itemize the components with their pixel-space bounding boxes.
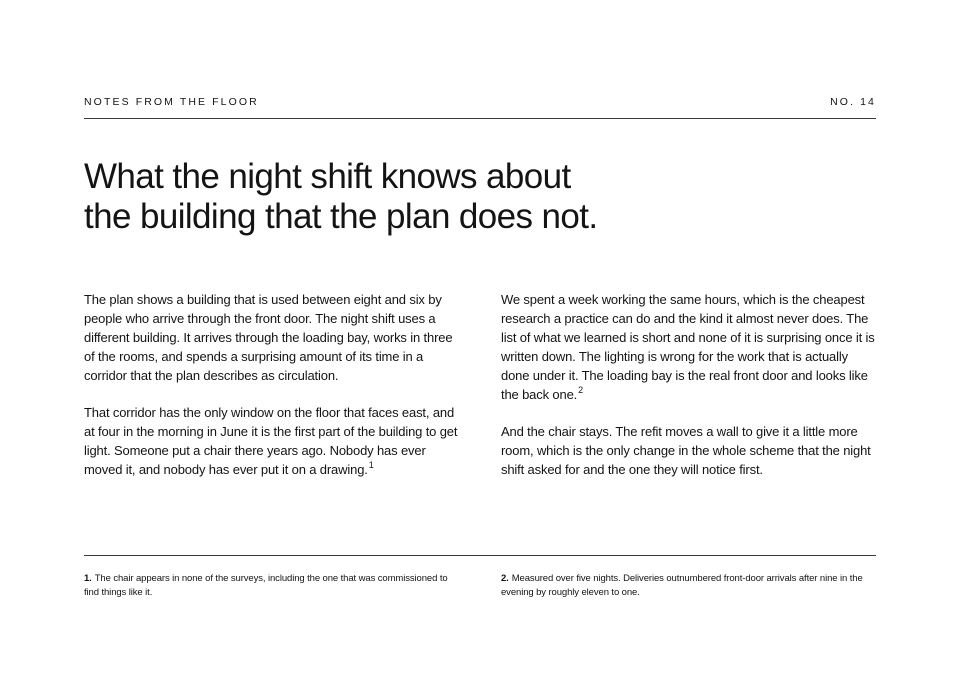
footnote-1: [84, 572, 459, 600]
body-column-right: [501, 290, 877, 497]
page: [84, 0, 876, 675]
footnote-text: Measured over five nights. Deliveries outnumbered front-door arrivals after nine in the evening by roughly eleven to one.: [501, 573, 863, 598]
footnote-number: 2.: [501, 573, 509, 584]
body-paragraph: [501, 290, 877, 404]
body-paragraph: [84, 403, 460, 479]
issue-number: NO. 14: [830, 96, 876, 108]
paragraph-text: That corridor has the only window on the floor that faces east, and at four in the morning in June it is the first part of the building to get light. Someone put a chair there years ago. Nobody has ever moved it, and nobody has ever put it on a drawing.: [84, 405, 458, 477]
footnote-number: 1.: [84, 573, 92, 584]
section-label: NOTES FROM THE FLOOR: [84, 96, 259, 108]
page-title: [84, 157, 724, 237]
footnote-ref[interactable]: 1: [368, 459, 374, 470]
footnote-divider: [84, 555, 876, 556]
footnote-2: [501, 572, 876, 600]
title-line-2: the building that the plan does not.: [84, 197, 598, 236]
paragraph-text: And the chair stays. The refit moves a wall to give it a little more room, which is the only change in the whole scheme that the night shift asked for and the one they will notice first.: [501, 424, 871, 477]
title-line-1: What the night shift knows about: [84, 157, 571, 196]
footnote-text: The chair appears in none of the surveys, including the one that was commissioned to find things like it.: [84, 573, 448, 598]
body-paragraph: [84, 290, 460, 385]
footnote-ref[interactable]: 2: [578, 384, 583, 395]
body-paragraph: [501, 422, 877, 479]
masthead: [84, 96, 876, 108]
body-column-left: [84, 290, 460, 497]
paragraph-text: The plan shows a building that is used between eight and six by people who arrive through the front door. The night shift uses a different building. It arrives through the loading bay, works in three of the rooms, and spends a surprising amount of its time in a corridor that the plan describes as circulation.: [84, 292, 453, 383]
paragraph-text: We spent a week working the same hours, which is the cheapest research a practice can do and the kind it almost never does. The list of what we learned is short and none of it is surprising once it is written down. The lighting is wrong for the work that is actually done under it. The loading bay is the real front door and looks like the back one.: [501, 292, 875, 402]
top-divider: [84, 118, 876, 119]
